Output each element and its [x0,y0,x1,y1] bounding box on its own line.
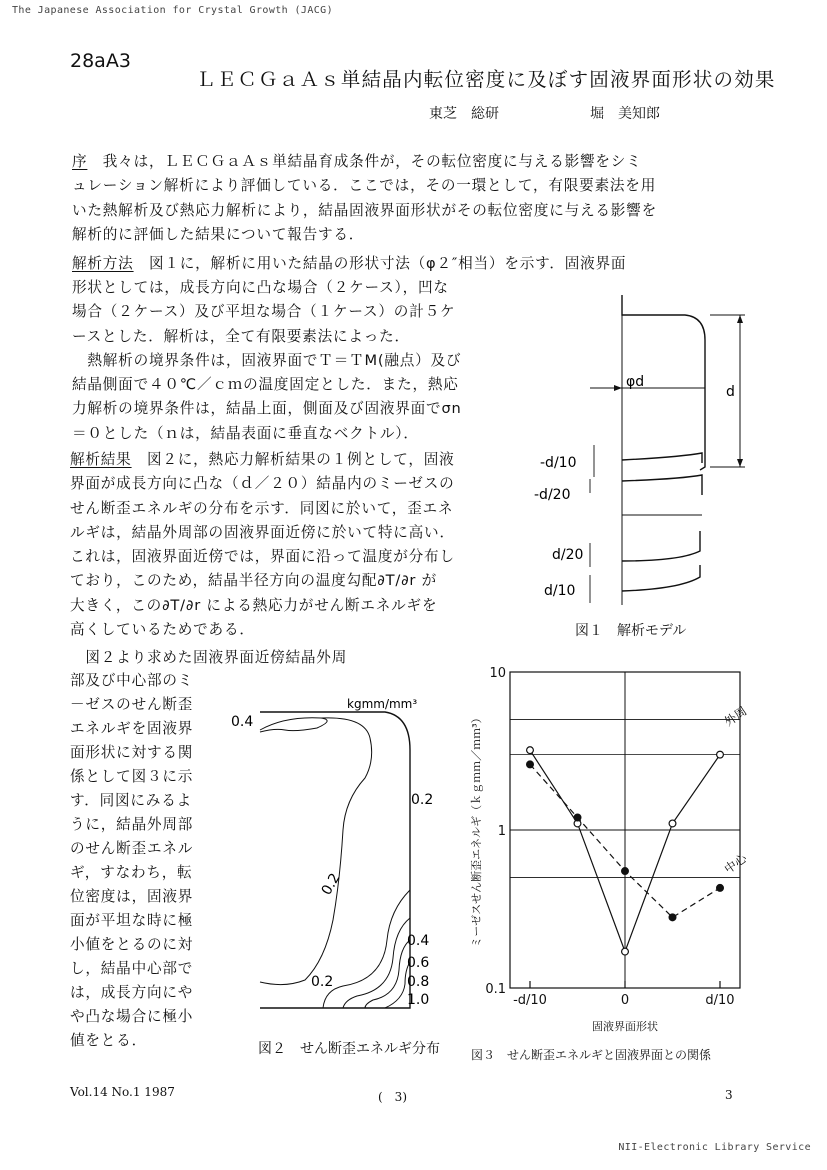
unit-label: kgmm/mm³ [347,697,418,711]
y-axis-title: ミーゼスせん断歪エネルギ（ｋｇｍｍ／ｍｍ³） [470,712,483,948]
data-point [527,747,534,754]
y-tick-label: 1 [497,824,506,839]
method-line: ＝０とした（ｎは，結晶表面に垂直なベクトル）． [72,424,419,442]
author-name: 堀 美知郎 [590,106,660,122]
method-line: 結晶側面で４０℃／ｃｍの温度固定とした．また，熱応 [72,376,459,394]
contour-line [260,718,327,732]
discussion-line: ギ，すなわち，転 [70,864,193,881]
intro-line: 解析的に評価した結果について報告する． [72,225,365,243]
affiliation: 東芝 総研 [429,106,499,122]
data-point [669,820,676,827]
contour-value-label: 0.4 [407,933,430,949]
results-section [70,448,455,642]
contour-value-label: 1.0 [407,992,430,1008]
intro-line: いた熱解析及び熱応力解析により，結晶固液界面形状がその転位密度に与える影響を [72,201,657,219]
results-line: せん断歪エネルギの分布を示す．同図に於いて，歪エネ [70,499,454,517]
results-line: ており，このため，結晶半径方向の温度勾配∂T/∂r が [70,572,438,590]
dim-label: d/20 [552,547,584,563]
results-heading: 解析結果 [70,451,132,468]
contour-value-label: 0.2 [311,974,334,990]
discussion-line: や凸な場合に極小 [70,1008,194,1025]
results-line: 大きく，この∂T/∂r による熱応力がせん断エネルギを [70,596,438,614]
fig3-caption: 図３ せん断歪エネルギと固液界面との関係 [471,1048,712,1062]
paper-title: ＬＥＣＧａＡｓ単結晶内転位密度に及ぼす固液界面形状の効果 [196,68,776,91]
x-tick-label: 0 [620,993,630,1008]
fig1-caption: 図１ 解析モデル [575,623,687,639]
x-tick-label: -d/10 [513,993,547,1008]
data-point [527,761,534,768]
intro-heading: 序 [72,153,88,170]
page-number: 3 [725,1088,733,1102]
method-line: 熱解析の境界条件は，固液界面でＴ＝ＴM(融点）及び [72,351,462,369]
discussion-first-line: 図２より求めた固液界面近傍結晶外周 [70,649,348,666]
fig1-analysis-model [530,285,760,620]
discussion-line: のせん断歪エネル [70,840,194,857]
discussion-line: 小値をとるのに対 [70,936,194,953]
archive-header: The Japanese Association for Crystal Growth (JACG) [12,5,334,16]
interface-profile [622,531,700,561]
y-tick-label: 10 [489,666,506,681]
method-line: ースとした．解析は，全て有限要素法によった． [72,327,410,345]
discussion-line: は，成長方向にや [70,984,194,1001]
discussion-line: 面が平坦な時に極 [70,912,194,929]
results-line: これは，固液界面近傍では，界面に沿って温度が分布し [70,548,455,566]
discussion-line: エネルギを固液界 [70,720,194,737]
dim-label: -d/20 [534,487,571,503]
presentation-code: 28aA3 [70,50,131,72]
interface-profile [622,475,702,495]
method-line: 形状としては，成長方向に凸な場合（２ケース），凹な [72,279,449,296]
discussion-line: し，結晶中心部で [70,960,194,977]
crystal-boundary [260,712,410,1008]
results-line: ルギは，結晶外周部の固液界面近傍に於いて特に高い． [70,523,455,541]
series-label: 中心 [721,851,750,877]
method-first-line: 解析方法 図１に，解析に用いた結晶の形状寸法（φ２″相当）を示す．固液界面 [72,255,627,272]
contour-value-label: 0.4 [231,714,254,730]
method-line: 力解析の境界条件は，結晶上面，側面及び固液界面でσn [72,400,462,418]
page-number-center: ( 3) [378,1090,407,1104]
method-section [72,276,462,446]
fig2-caption: 図２ せん断歪エネルギ分布 [258,1041,440,1057]
data-point [717,751,724,758]
fig3-chart [460,660,760,1033]
discussion-line: －ゼスのせん断歪 [70,696,194,713]
discussion-line: 部及び中心部のミ [70,672,194,689]
discussion-line: 位密度は，固液界 [70,888,194,905]
series-label: 外周 [721,703,750,730]
contour-value-label: 0.2 [411,792,434,808]
discussion-line: 係として図３に示 [70,768,194,785]
results-line: 界面が成長方向に凸な（ｄ／２０）結晶内のミーゼスの [70,475,455,493]
d-label: d [726,384,735,400]
discussion-line: 面形状に対する関 [70,744,194,761]
phi-d-label: φd [626,374,645,390]
discussion-line: 値をとる． [70,1032,147,1049]
interface-profile [622,565,700,591]
discussion-line: す．同図にみるよ [70,792,192,809]
intro-section [72,150,657,247]
contour-line [260,718,372,985]
results-line: 高くしているためである． [70,621,255,639]
contour-value-label: 0.2 [318,870,344,898]
x-axis-title: 固液界面形状 [592,1020,658,1033]
results-line: 解析結果 図２に，熱応力解析結果の１例として，固液 [70,451,455,468]
discussion-column [70,669,193,1053]
archive-footer: NII-Electronic Library Service [618,1142,811,1153]
data-point [622,948,629,955]
volume-info: Vol.14 No.1 1987 [70,1085,175,1099]
data-point [574,814,581,821]
dim-label: d/10 [544,583,576,599]
contour-value-label: 0.8 [407,974,430,990]
y-tick-label: 0.1 [485,982,506,997]
contour-line [323,890,410,1008]
data-point [622,868,629,875]
intro-line: ュレーション解析により評価している．ここでは，その一環として，有限要素法を用 [72,177,657,195]
method-line: 場合（２ケース）及び平坦な場合（１ケース）の計５ケ [72,303,456,321]
discussion-line: うに，結晶外周部 [70,816,194,833]
data-point [717,885,724,892]
intro-line: 序 我々は，ＬＥＣＧａＡｓ単結晶育成条件が，その転位密度に与える影響をシミ [72,153,642,170]
data-point [669,914,676,921]
x-tick-label: d/10 [705,993,735,1008]
method-heading: 解析方法 [72,255,134,272]
interface-profile [622,453,702,463]
dim-label: -d/10 [540,455,577,471]
contour-value-label: 0.6 [407,955,430,971]
fig2-contour-map [225,690,465,1030]
